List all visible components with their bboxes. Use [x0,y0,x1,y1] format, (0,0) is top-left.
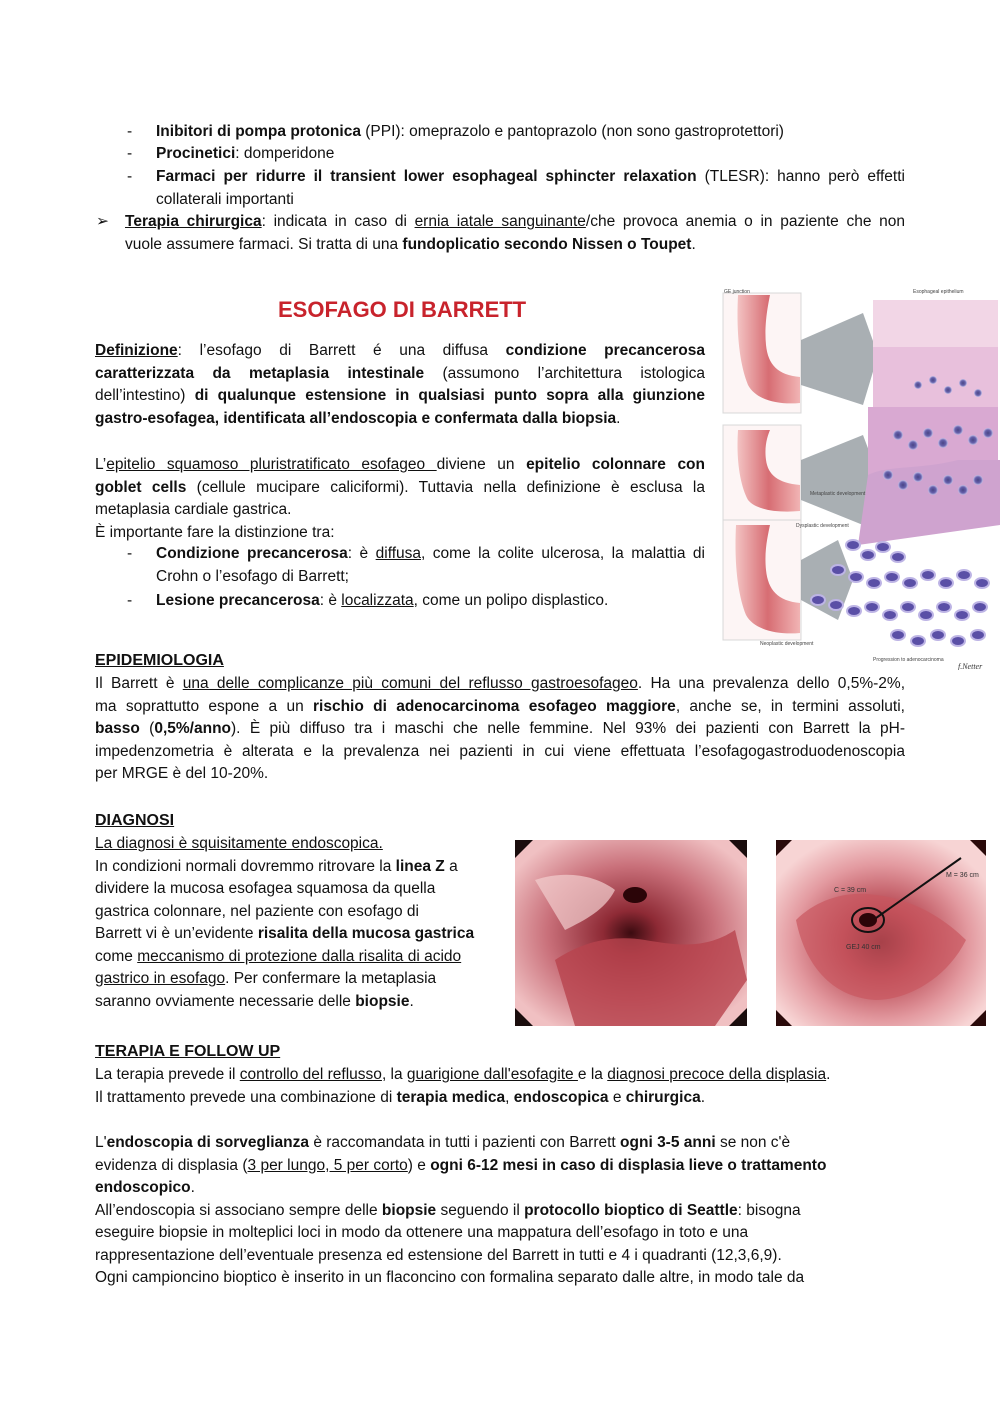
text: dividere la mucosa esofagea squamosa da quella [95,880,436,897]
text: eseguire biopsie in molteplici loci in modo da ottenere una mappatura dell’esofago in toto e una [95,1224,749,1241]
bold-text: ogni 3-5 anni [620,1134,716,1151]
text: , [505,1088,514,1106]
fig-label-neo: Neoplastic development [760,641,814,647]
text: ) e [407,1156,431,1174]
text: Ogni campioncino bioptico è inserito in un flaconcino con formalina separato dalle altre, in modo tale da [95,1269,805,1286]
drug-desc: (PPI): omeprazolo e pantoprazolo (non sono gastroprotettori) [360,123,784,140]
text: ( [139,720,155,737]
bold-text: endoscopico [95,1179,191,1196]
therapy-paragraph-2 [95,1132,905,1290]
text: gastrica colonnare, nel paziente con esofago di [95,902,419,920]
bold-text: gastro-esofagea, identificata all’endoscopia e confermata dalla biopsia [95,409,617,427]
text: a [444,857,458,875]
illustration-svg [718,285,1000,670]
underlined-text: una delle complicanze più comuni del reflusso gastroesofageo [182,675,638,692]
epidemiology-heading: EPIDEMIOLOGIA [95,652,224,669]
underlined-text: epitelio squamoso pluristratificato esofageo [106,456,437,473]
section-title: ESOFAGO DI BARRETT [278,297,527,322]
bold-text: di qualunque estensione in qualsiasi punto sopra alla giunzione [194,387,705,404]
text: impedenzometria è alterata e la prevalenza nei pazienti in cui viene effettuata l’esofagogastroduodenoscopia [95,742,905,760]
list-item [156,543,705,588]
diagnosis-heading: DIAGNOSI [95,812,175,829]
definition-paragraph [95,340,705,430]
bold-text: endoscopica [513,1088,609,1106]
bold-text: 0,5%/anno [154,720,232,737]
text: come [95,947,138,965]
list-item [156,590,608,613]
drug-class: Inibitori di pompa protonica [156,123,361,140]
text: , la [381,1066,407,1083]
text: saranno ovviamente necessarie delle [95,992,356,1010]
bold-text: condizione precancerosa [505,342,705,359]
text: : è [319,592,342,609]
bold-text: biopsie [381,1201,437,1219]
endoscopy-svg-1 [515,840,747,1026]
list-item [156,121,784,144]
bold-text: terapia medica [396,1088,506,1106]
endo-label-c: C = 39 cm [834,887,867,894]
underlined-text: diagnosi precoce della displasia [607,1066,827,1083]
text: L' [95,1134,107,1151]
text: (assumono l’architettura istologica [424,364,706,382]
bold-text: biopsie [355,992,410,1010]
underlined-text: La diagnosi è squisitamente endoscopica. [95,835,383,852]
surgery-text [125,211,905,256]
text: , come la colite ulcerosa, la malattia di [421,545,705,562]
drug-desc: : domperidone [235,145,335,162]
list-dash: - [127,545,133,562]
list-dash: - [127,592,133,609]
underlined-text: 3 per lungo, 5 per corto [247,1156,408,1174]
text: (cellule mucipare caliciformi). Tuttavia nella definizione è esclusa la [186,478,705,496]
fig-label-epi: Esophageal epithelium [913,289,964,295]
text: . [691,235,696,253]
drug-desc-cont: collaterali importanti [156,190,294,208]
text: ). È più diffuso tra i maschi che nelle femmine. Nel 93% dei pazienti con Barrett la pH- [231,720,906,737]
bold-text: goblet cells [95,478,187,496]
text: La terapia prevede il [95,1066,240,1083]
bold-text: Condizione precancerosa [156,545,348,562]
epidemiology-paragraph [95,673,905,786]
underlined-text: meccanismo di protezione dalla risalita di acido [137,947,462,965]
list-item [156,143,334,166]
bold-text: chirurgica [625,1088,701,1106]
underlined-text: gastrico in esofago [95,970,226,987]
text: Il trattamento prevede una combinazione di [95,1088,397,1106]
text: . [826,1066,831,1083]
text: : l’esofago di Barrett é una diffusa [177,342,506,359]
text: e la [577,1066,608,1083]
text: per MRGE è del 10-20%. [95,765,269,782]
text: : indicata in caso di [261,213,415,230]
barrett-progression-illustration [718,285,1000,670]
bold-text: linea Z [395,857,445,875]
text: diviene un [436,456,527,473]
bold-text: fundoplicatio secondo Nissen o Toupet [402,235,692,253]
fig-label-prog: Progression to adenocarcinoma [873,657,944,663]
list-dash: - [127,123,133,140]
epithelium-paragraph [95,454,705,544]
underlined-text: controllo del reflusso [239,1066,382,1083]
text: vuole assumere farmaci. Si tratta di una [125,235,403,253]
text: : è [347,545,376,562]
fig-label-ge: GE junction [724,289,750,295]
text: Barrett vi è un’evidente [95,925,258,942]
bold-text: Lesione precancerosa [156,592,320,609]
surgery-label: Terapia chirurgica [125,213,262,230]
bold-text: caratterizzata da metaplasia intestinale [95,364,425,382]
text: seguendo il [436,1201,525,1219]
endoscopy-image-2 [776,840,986,1026]
text: . Per confermare la metaplasia [225,970,437,987]
therapy-paragraph-1 [95,1064,905,1109]
list-item [156,166,905,211]
text: . [190,1179,195,1196]
drug-desc: (TLESR): hanno però effetti [696,168,905,185]
text: e [608,1088,626,1106]
bold-text: basso [95,720,140,737]
text: Il Barrett è [95,675,183,692]
fig-signature: f.Netter [958,662,983,670]
text: , come un polipo displastico. [413,592,609,609]
underlined-text: diffusa [375,545,422,562]
text: . Ha una prevalenza dello 0,5%-2%, [637,675,906,692]
text: se non c'è [715,1134,791,1151]
text: . [616,409,621,427]
list-dash: - [127,168,133,185]
text: , anche se, in termini assoluti, [675,697,905,715]
definition-label: Definizione [95,342,178,359]
text: : bisogna [737,1201,801,1219]
endo-label-gej: GEJ 40 cm [846,944,881,951]
bold-text: risalita della mucosa gastrica [257,925,475,942]
fig-label-meta: Metaplastic development [810,491,866,497]
underlined-text: ernia iatale sanguinante [414,213,586,230]
list-dash: - [127,145,133,162]
bold-text: rischio di adenocarcinoma esofageo maggiore [313,697,676,715]
fig-label-dysp: Dysplastic development [796,523,849,529]
bold-text: protocollo bioptico di Seattle [524,1201,738,1219]
bold-text: endoscopia di sorveglianza [106,1134,310,1151]
text: ma soprattutto espone a un [95,697,313,715]
text: L’ [95,456,107,473]
text: All’endoscopia si associano sempre delle [95,1201,382,1219]
bold-text: ogni 6-12 mesi in caso di displasia lieve o trattamento [430,1156,827,1174]
drug-class: Farmaci per ridurre il transient lower esophageal sphincter relaxation [156,168,697,185]
endo-label-m: M = 36 cm [946,872,979,879]
drug-class: Procinetici [156,145,236,162]
text: . [409,992,414,1010]
text: metaplasia cardiale gastrica. [95,501,292,518]
bold-text: epitelio colonnare con [526,456,705,473]
text: È importante fare la distinzione tra: [95,523,335,541]
text: In condizioni normali dovremmo ritrovare la [95,857,396,875]
therapy-heading: TERAPIA E FOLLOW UP [95,1043,281,1060]
diagnosis-paragraph [95,833,495,1013]
text: /che provoca anemia o in paziente che non [585,213,905,230]
text: è raccomandata in tutti i pazienti con Barrett [309,1134,621,1151]
text: Crohn o l’esofago di Barrett; [156,567,349,585]
text: evidenza di displasia ( [95,1156,248,1174]
underlined-text: guarigione dall'esofagite [406,1066,578,1083]
endoscopy-image-1 [515,840,747,1026]
text: dell’intestino) [95,387,195,404]
underlined-text: localizzata [341,592,414,609]
text: . [700,1088,706,1106]
arrow-bullet-icon: ➢ [96,213,109,230]
endoscopy-svg-2 [776,840,986,1026]
text: rappresentazione dell’eventuale presenza ed estensione del Barrett in tutti e 4 i quadranti (12,3,6,9). [95,1246,782,1264]
